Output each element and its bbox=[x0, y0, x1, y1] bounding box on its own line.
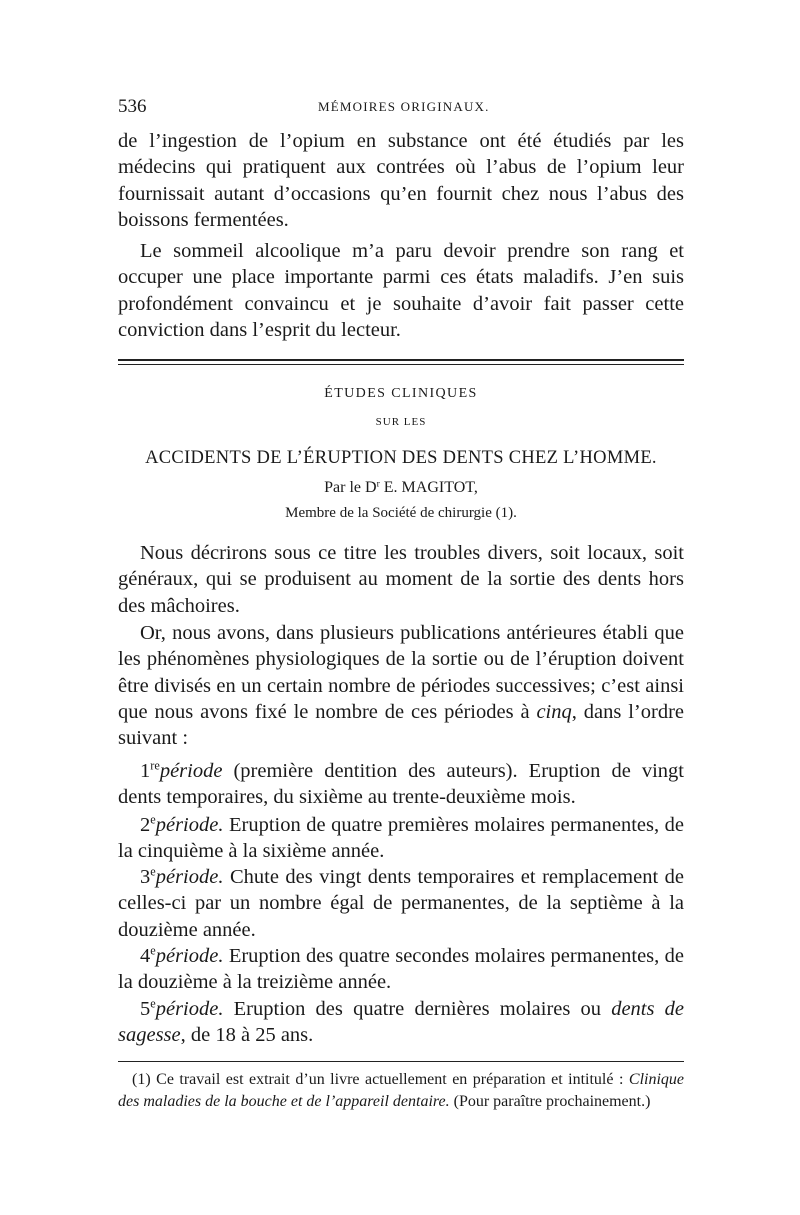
period-sup: e bbox=[150, 812, 156, 827]
footnote-text: Ce travail est extrait d’un livre actuellement en préparation et intitulé : bbox=[150, 1071, 629, 1088]
period-label: période. bbox=[155, 814, 224, 836]
period-text: Eruption des quatre dernières molaires ou bbox=[223, 998, 612, 1020]
period-number: 1 bbox=[140, 760, 151, 782]
intro-paragraph-1: Nous décrirons sous ce titre les troubles divers, soit locaux, soit généraux, qui se produisent au moment de la sortie des dents hors des mâchoires. bbox=[118, 542, 684, 617]
page-number: 536 bbox=[118, 96, 147, 117]
footnote bbox=[118, 1069, 684, 1113]
period-text: Chute des vingt dents temporaires et remplacement de celles-ci par un nombre égal de permanentes, de la septième à la douzième année. bbox=[118, 866, 684, 941]
intro-paragraph-2 bbox=[118, 620, 684, 751]
period-number: 4 bbox=[140, 945, 151, 967]
byline-prefix: Par le D bbox=[324, 479, 377, 496]
section-divider-top bbox=[118, 359, 684, 361]
period-3 bbox=[118, 864, 684, 943]
period-number: 5 bbox=[140, 998, 151, 1020]
period-sup: e bbox=[150, 996, 156, 1011]
footnote-rule bbox=[118, 1061, 684, 1062]
page-header bbox=[118, 96, 683, 122]
period-number: 2 bbox=[140, 814, 151, 836]
footnote-italic: Clinique des maladies de la bouche et de l’appareil dentaire. bbox=[118, 1071, 684, 1110]
period-text: (première dentition des auteurs). Eruption de vingt dents temporaires, du sixième au trente-deuxième mois. bbox=[118, 760, 684, 809]
author-byline bbox=[118, 479, 684, 497]
section-divider-bottom bbox=[118, 364, 684, 365]
article-heading: ÉTUDES CLINIQUES bbox=[324, 386, 478, 401]
intro-end: , dans l’ordre suivant : bbox=[118, 700, 684, 750]
footnote-marker: (1) bbox=[132, 1071, 151, 1088]
period-label: période. bbox=[155, 945, 224, 967]
period-label: période. bbox=[155, 998, 224, 1020]
period-label: période bbox=[159, 760, 223, 782]
article-heading-sub: SUR LES bbox=[375, 416, 427, 428]
intro-text: Or, nous avons, dans plusieurs publications antérieures établi que les phénomènes physiologiques de la sortie ou de l’éruption doivent être divisés en un certain nombre de périodes successives; c’est ainsi que nous avons fixé le nombre de ces périodes à bbox=[118, 622, 684, 723]
period-label: période. bbox=[155, 866, 224, 888]
footnote-end: (Pour paraître prochainement.) bbox=[449, 1093, 651, 1110]
period-italic: dents de sagesse bbox=[118, 998, 684, 1047]
period-text: Eruption des quatre secondes molaires permanentes, de la douzième à la treizième année. bbox=[118, 945, 684, 994]
period-1 bbox=[118, 758, 684, 811]
period-2 bbox=[118, 812, 684, 865]
period-number: 3 bbox=[140, 866, 151, 888]
byline-sup: r bbox=[376, 478, 380, 490]
paragraph-conclusion: Le sommeil alcoolique m’a paru devoir prendre son rang et occuper une place importante parmi ces états maladifs. J’en suis profondément convaincu et je souhaite d’avoir fait passer cette conviction dans l’esprit du lecteur. bbox=[118, 240, 684, 341]
author-name: E. MAGITOT, bbox=[379, 479, 478, 496]
period-tail: , de 18 à 25 ans. bbox=[180, 1024, 314, 1047]
paragraph-continuation: de l’ingestion de l’opium en substance ont été étudiés par les médecins qui pratiquent aux contrées où l’abus de l’opium leur fournissait autant d’occasions qu’en fournit chez nous l’abus des boissons fermentées. bbox=[118, 130, 684, 231]
author-affiliation: Membre de la Société de chirurgie (1). bbox=[285, 505, 517, 521]
period-sup: e bbox=[150, 864, 156, 879]
period-sup: re bbox=[150, 758, 160, 773]
intro-italic: cinq bbox=[536, 700, 572, 723]
period-sup: e bbox=[150, 943, 156, 958]
running-title: MÉMOIRES ORIGINAUX. bbox=[318, 99, 490, 114]
period-5 bbox=[118, 996, 684, 1049]
period-4 bbox=[118, 943, 684, 996]
article-title: ACCIDENTS DE L’ÉRUPTION DES DENTS CHEZ L’HOMME. bbox=[145, 448, 657, 468]
period-text: Eruption de quatre premières molaires permanentes, de la cinquième à la sixième année. bbox=[118, 814, 684, 863]
